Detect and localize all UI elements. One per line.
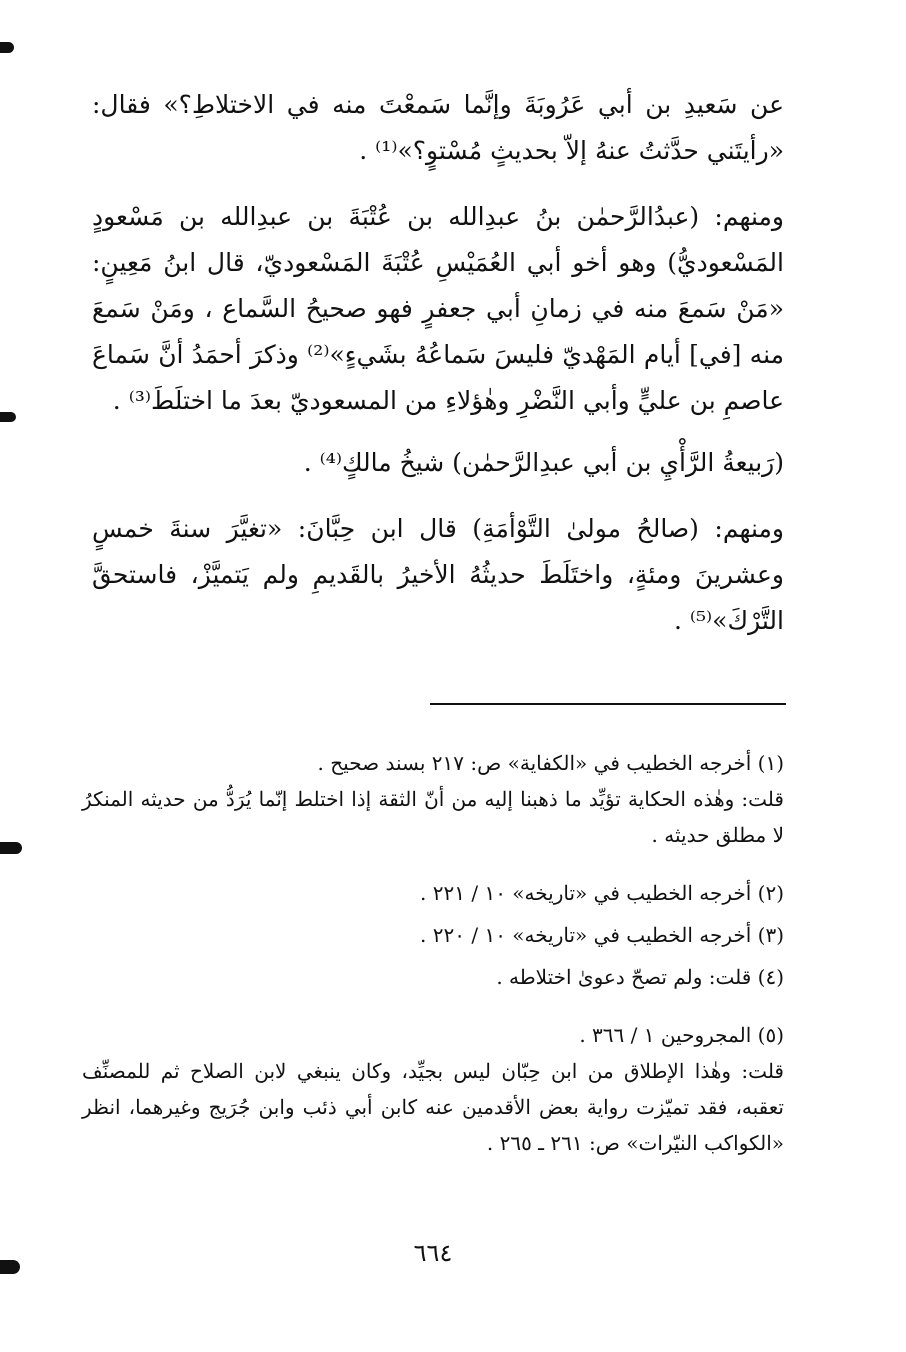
footnotes	[82, 745, 784, 1161]
footnote-5-source: (٥) المجروحين ١ / ٣٦٦ .	[579, 1023, 784, 1047]
paragraph-salih-mawla-al-tawama: ومنهم: (صالحُ مولىٰ التَّوْأمَةِ) قال ابن حِبَّانَ: «تغيَّرَ سنةَ خمسٍ وعشرينَ ومئةٍ، واختَلَطَ حديثُهُ الأخيرُ بالقَديمِ ولم يَتميَّزْ، فاستحقَّ التَّرْكَ»⁽⁵⁾ .	[92, 514, 784, 635]
paragraph-rabia-al-ray: (رَبيعةُ الرَّأْيِ بن أبي عبدِالرَّحمٰن) شيخُ مالكٍ⁽⁴⁾ .	[303, 448, 784, 477]
footnote-1	[82, 745, 784, 853]
footnote-5-comment: قلت: وهٰذا الإطلاق من ابن حِبّان ليس بجيِّد، وكان ينبغي لابن الصلاح ثم للمصنِّف تعقبه، فقد تميّزت رواية بعض الأقدمين عنه كابن أبي ذئب وابن جُرَيج وغيرهما، انظر «الكواكب النيّرات» ص: ٢٦١ ـ ٢٦٥ .	[82, 1059, 784, 1155]
main-text	[92, 82, 784, 644]
footnote-1-source: (١) أخرجه الخطيب في «الكفاية» ص: ٢١٧ بسند صحيح .	[317, 751, 784, 775]
footnote-2: (٢) أخرجه الخطيب في «تاريخه» ١٠ / ٢٢١ .	[420, 881, 784, 905]
paragraph-said-ibn-abi-aruba: عن سَعيدِ بن أبي عَرُوبَةَ وإنَّما سَمعْتَ منه في الاختلاطِ؟» فقال: «رأيتَني حدَّثتُ عنهُ إلاّ بحديثٍ مُسْتوٍ؟»⁽¹⁾ .	[92, 90, 784, 165]
footnote-3: (٣) أخرجه الخطيب في «تاريخه» ١٠ / ٢٢٠ .	[420, 923, 784, 947]
scan-edge-mark	[0, 842, 22, 854]
paragraph-al-masudi: ومنهم: (عبدُالرَّحمٰن بنُ عبدِالله بن عُتْبَةَ بن عبدِالله بن مَسْعودٍ المَسْعوديُّ) وهو أخو أبي العُمَيْسِ عُتْبَةَ المَسْعوديّ، قال ابنُ مَعِينٍ: «مَنْ سَمعَ منه في زمانِ أبي جعفرٍ فهو صحيحُ السَّماع ، ومَنْ سَمعَ منه [في] أيام المَهْديّ فليسَ سَماعُهُ بشَيءٍ»⁽²⁾ وذكرَ أحمَدُ أنَّ سَماعَ عاصمِ بن عليٍّ وأبي النَّضْرِ وهٰؤلاءِ من المسعوديّ بعدَ ما اختلَطَ⁽³⁾ .	[92, 202, 784, 415]
scan-edge-mark	[0, 42, 14, 53]
footnote-1-comment: قلت: وهٰذه الحكاية تؤيِّد ما ذهبنا إليه من أنّ الثقة إذا اختلط إنّما يُرَدُّ من حديثه المنكرُ لا مطلق حديثه .	[82, 787, 784, 847]
scan-edge-mark	[0, 1260, 20, 1274]
footnote-separator	[430, 703, 786, 705]
footnote-4: (٤) قلت: ولم تصحّ دعوىٰ اختلاطه .	[496, 965, 784, 989]
page-number: ٦٦٤	[413, 1239, 453, 1267]
footnote-5	[82, 1017, 784, 1161]
scan-edge-mark	[0, 412, 16, 422]
